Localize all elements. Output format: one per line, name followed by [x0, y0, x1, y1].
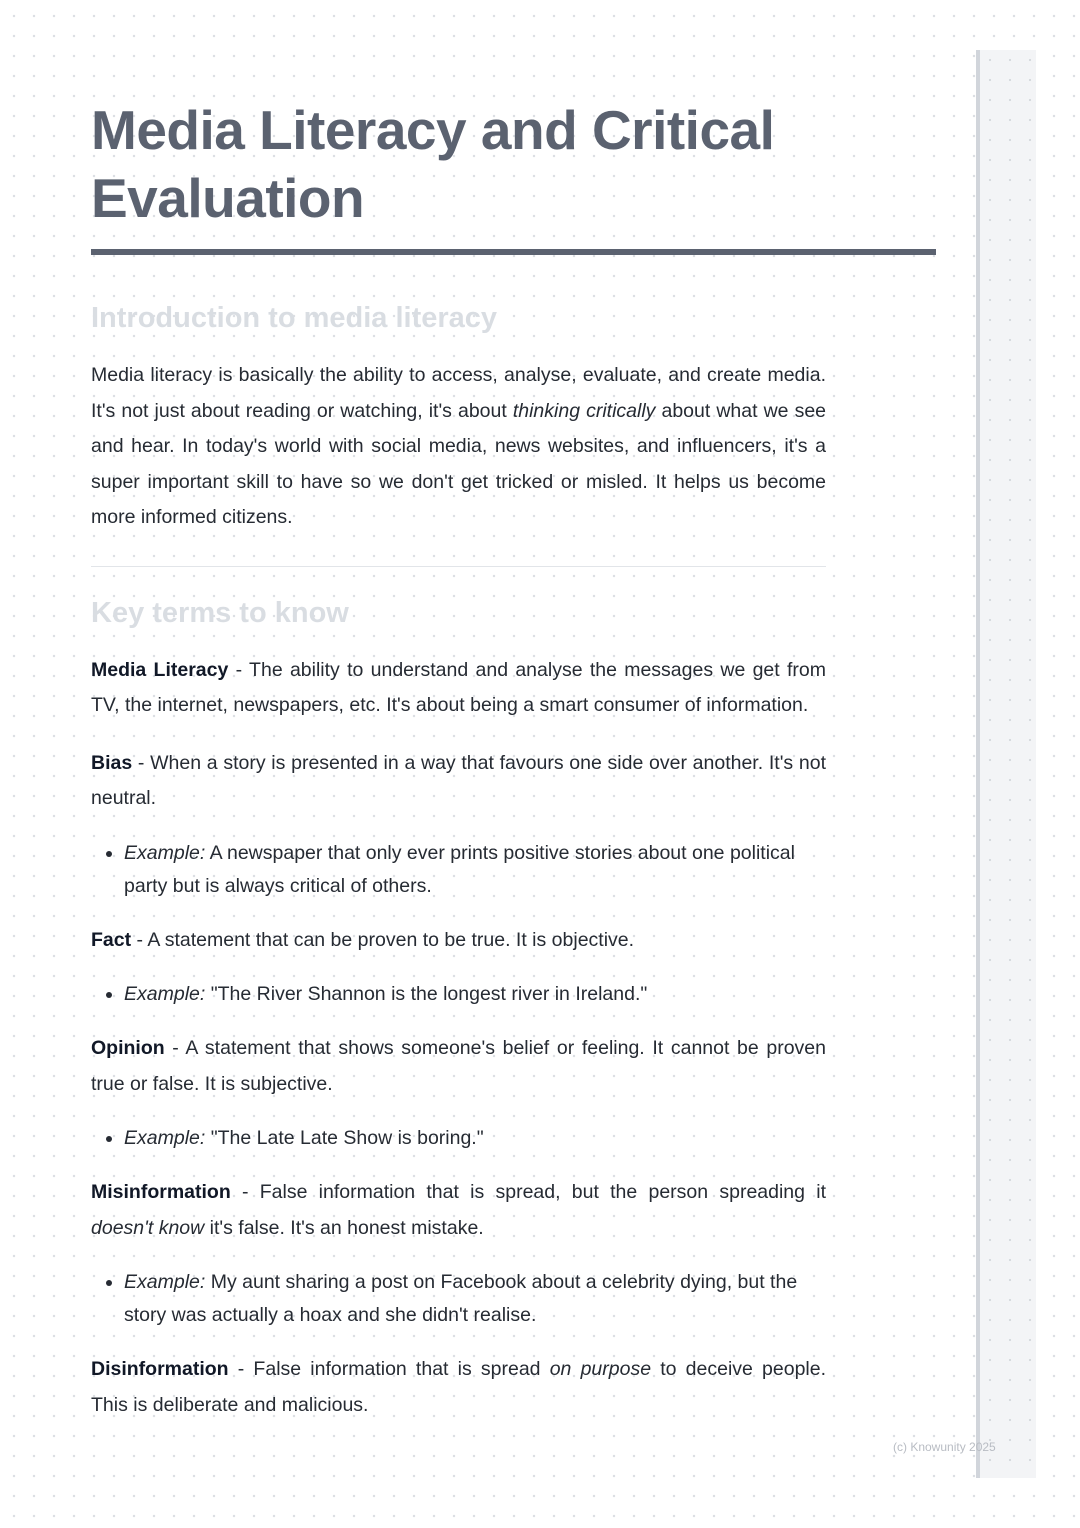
example-list	[91, 1122, 826, 1155]
page-sidebar	[976, 50, 1036, 1478]
term-name: Opinion	[91, 1037, 165, 1059]
example-text: "The River Shannon is the longest river in Ireland."	[205, 983, 648, 1005]
term-disinformation	[91, 1352, 826, 1423]
term-bias	[91, 746, 826, 817]
term-definition: - When a story is presented in a way that favours one side over another. It's not neutral.	[91, 751, 826, 809]
term-media-literacy	[91, 653, 826, 724]
section-divider	[91, 566, 826, 567]
title-underline	[91, 249, 936, 255]
term-emphasis: doesn't know	[91, 1216, 205, 1239]
section-heading-key-terms: Key terms to know	[91, 596, 349, 629]
intro-paragraph	[91, 358, 826, 536]
example-label: Example:	[124, 1127, 206, 1149]
document-body	[91, 298, 826, 1445]
term-misinformation	[91, 1175, 826, 1246]
term-definition: - The ability to understand and analyse the messages we get from TV, the internet, newspapers, etc. It's about being a smart consumer of information.	[91, 658, 826, 716]
term-fact	[91, 923, 826, 959]
example-item	[124, 837, 826, 903]
term-name: Disinformation	[91, 1358, 229, 1380]
page-title: Media Literacy and Critical Evaluation	[91, 99, 775, 229]
example-label: Example:	[124, 1271, 206, 1293]
intro-emphasis: thinking critically	[512, 399, 656, 422]
term-definition: - False information that is spread, but the person spreading it	[230, 1181, 826, 1203]
example-list	[91, 978, 826, 1011]
example-item	[124, 1122, 826, 1155]
example-list	[91, 837, 826, 903]
example-label: Example:	[124, 841, 206, 864]
intro-text-1: Media literacy is basically the ability to access, analyse, evaluate, and create media. It's not just about reading or watching, it's about	[91, 364, 826, 422]
section-heading-intro: Introduction to media literacy	[91, 302, 498, 334]
example-item	[124, 978, 826, 1011]
intro-text-2: about what we see and hear. In today's world with social media, news websites, and influencers, it's a super important skill to have so we don't get tricked or misled. It helps us become more informed citizens.	[91, 399, 827, 528]
term-name: Bias	[91, 751, 133, 774]
term-definition: - A statement that can be proven to be true. It is objective.	[131, 928, 635, 951]
term-definition: - False information that is spread	[228, 1358, 550, 1380]
term-name: Media Literacy	[91, 658, 229, 681]
term-emphasis: on purpose	[549, 1358, 652, 1380]
term-name: Misinformation	[91, 1181, 231, 1203]
term-definition: to deceive people. This is deliberate and malicious.	[91, 1358, 827, 1416]
term-definition: - A statement that shows someone's belief or feeling. It cannot be proven true or false. It is subjective.	[91, 1037, 826, 1095]
example-text: A newspaper that only ever prints positive stories about one political party but is always critical of others.	[124, 841, 795, 897]
example-list	[91, 1266, 826, 1332]
term-opinion	[91, 1031, 826, 1102]
term-name: Fact	[91, 928, 132, 951]
example-item	[124, 1266, 826, 1332]
copyright-notice: (c) Knowunity 2025	[893, 1440, 996, 1454]
example-text: "The Late Late Show is boring."	[205, 1127, 484, 1149]
example-label: Example:	[124, 983, 206, 1005]
term-definition: it's false. It's an honest mistake.	[204, 1216, 484, 1239]
example-text: My aunt sharing a post on Facebook about a celebrity dying, but the story was actually a hoax and she didn't realise.	[124, 1271, 798, 1326]
